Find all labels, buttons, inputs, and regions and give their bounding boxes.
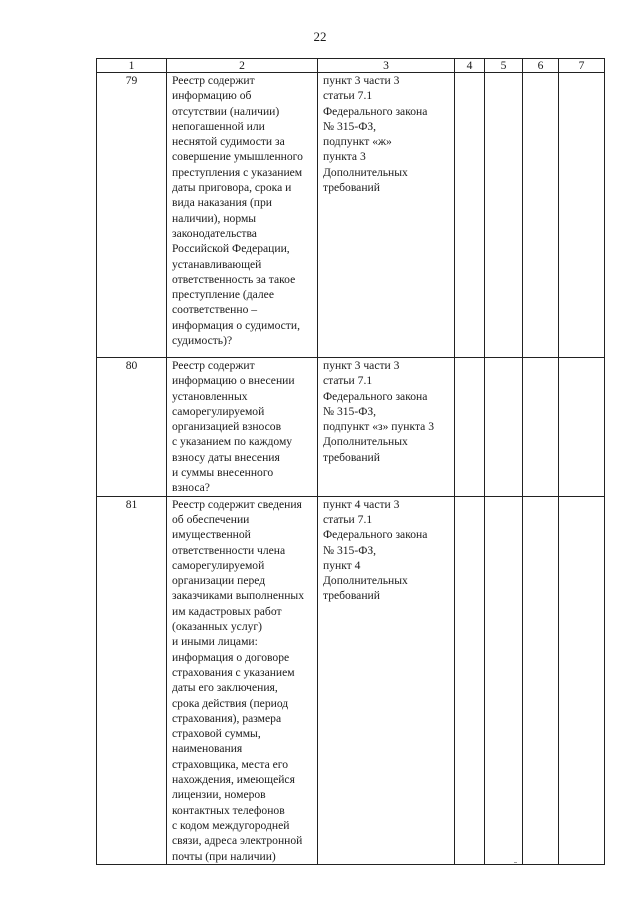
table-row — [97, 358, 605, 497]
empty-cell — [455, 73, 485, 358]
column-header: 4 — [455, 59, 485, 73]
row-number: 80 — [97, 358, 167, 497]
basis-cell — [318, 496, 455, 864]
empty-cell — [485, 358, 523, 497]
empty-cell — [559, 358, 605, 497]
empty-cell — [485, 496, 523, 864]
row-number: 81 — [97, 496, 167, 864]
empty-cell — [559, 496, 605, 864]
page-number: 22 — [313, 29, 327, 44]
empty-cell — [455, 496, 485, 864]
empty-cell — [523, 358, 559, 497]
question-cell — [167, 358, 318, 497]
column-header: 6 — [523, 59, 559, 73]
question-cell — [167, 73, 318, 358]
basis-text: пункт 3 части 3 статьи 7.1 Федерального закона № 315-ФЗ, подпункт «з» пункта 3 Дополнительных требований — [323, 359, 435, 464]
basis-text: пункт 4 части 3 статьи 7.1 Федерального закона № 315-ФЗ, пункт 4 Дополнительных требований — [323, 497, 428, 603]
empty-cell — [455, 358, 485, 497]
table-row — [97, 496, 605, 864]
scan-speck — [514, 862, 517, 863]
column-header: 7 — [559, 59, 605, 73]
empty-cell — [523, 73, 559, 358]
basis-text: пункт 3 части 3 статьи 7.1 Федерального закона № 315-ФЗ, подпункт «ж» пункта 3 Дополнительных требований — [323, 74, 428, 195]
header-row — [97, 59, 605, 73]
question-cell — [167, 496, 318, 864]
empty-cell — [523, 496, 559, 864]
basis-cell — [318, 73, 455, 358]
empty-cell — [485, 73, 523, 358]
empty-cell — [559, 73, 605, 358]
table-row — [97, 73, 605, 358]
column-header: 5 — [485, 59, 523, 73]
column-header: 3 — [318, 59, 455, 73]
row-number: 79 — [97, 73, 167, 358]
column-header: 1 — [97, 59, 167, 73]
column-header: 2 — [167, 59, 318, 73]
question-text: Реестр содержит сведения об обеспечении имущественной ответственности члена саморегулируемой организации перед заказчиками выполненных им кадастровых работ (оказанных услуг) и иными лицами: информация о договоре страхования с указанием даты его заключения, срока действия (период страхования), размера страховой суммы, наименования страховщика, места его нахождения, имеющейся лицензии, номеров контактных телефонов с кодом междугородней связи, адреса электронной почты (при наличии) — [172, 497, 304, 863]
basis-cell — [318, 358, 455, 497]
question-text: Реестр содержит информацию об отсутствии (наличии) непогашенной или неснятой судимости за совершение умышленного преступления с указанием даты приговора, срока и вида наказания (при наличии), нормы законодательства Российской Федерации, устанавливающей ответственность за такое преступление (далее соответственно – информация о судимости, судимость)? — [172, 74, 303, 348]
checklist-table — [96, 58, 605, 865]
question-text: Реестр содержит информацию о внесении установленных саморегулируемой организацией взносов с указанием по каждому взносу даты внесения и суммы внесенного взноса? — [172, 359, 295, 495]
